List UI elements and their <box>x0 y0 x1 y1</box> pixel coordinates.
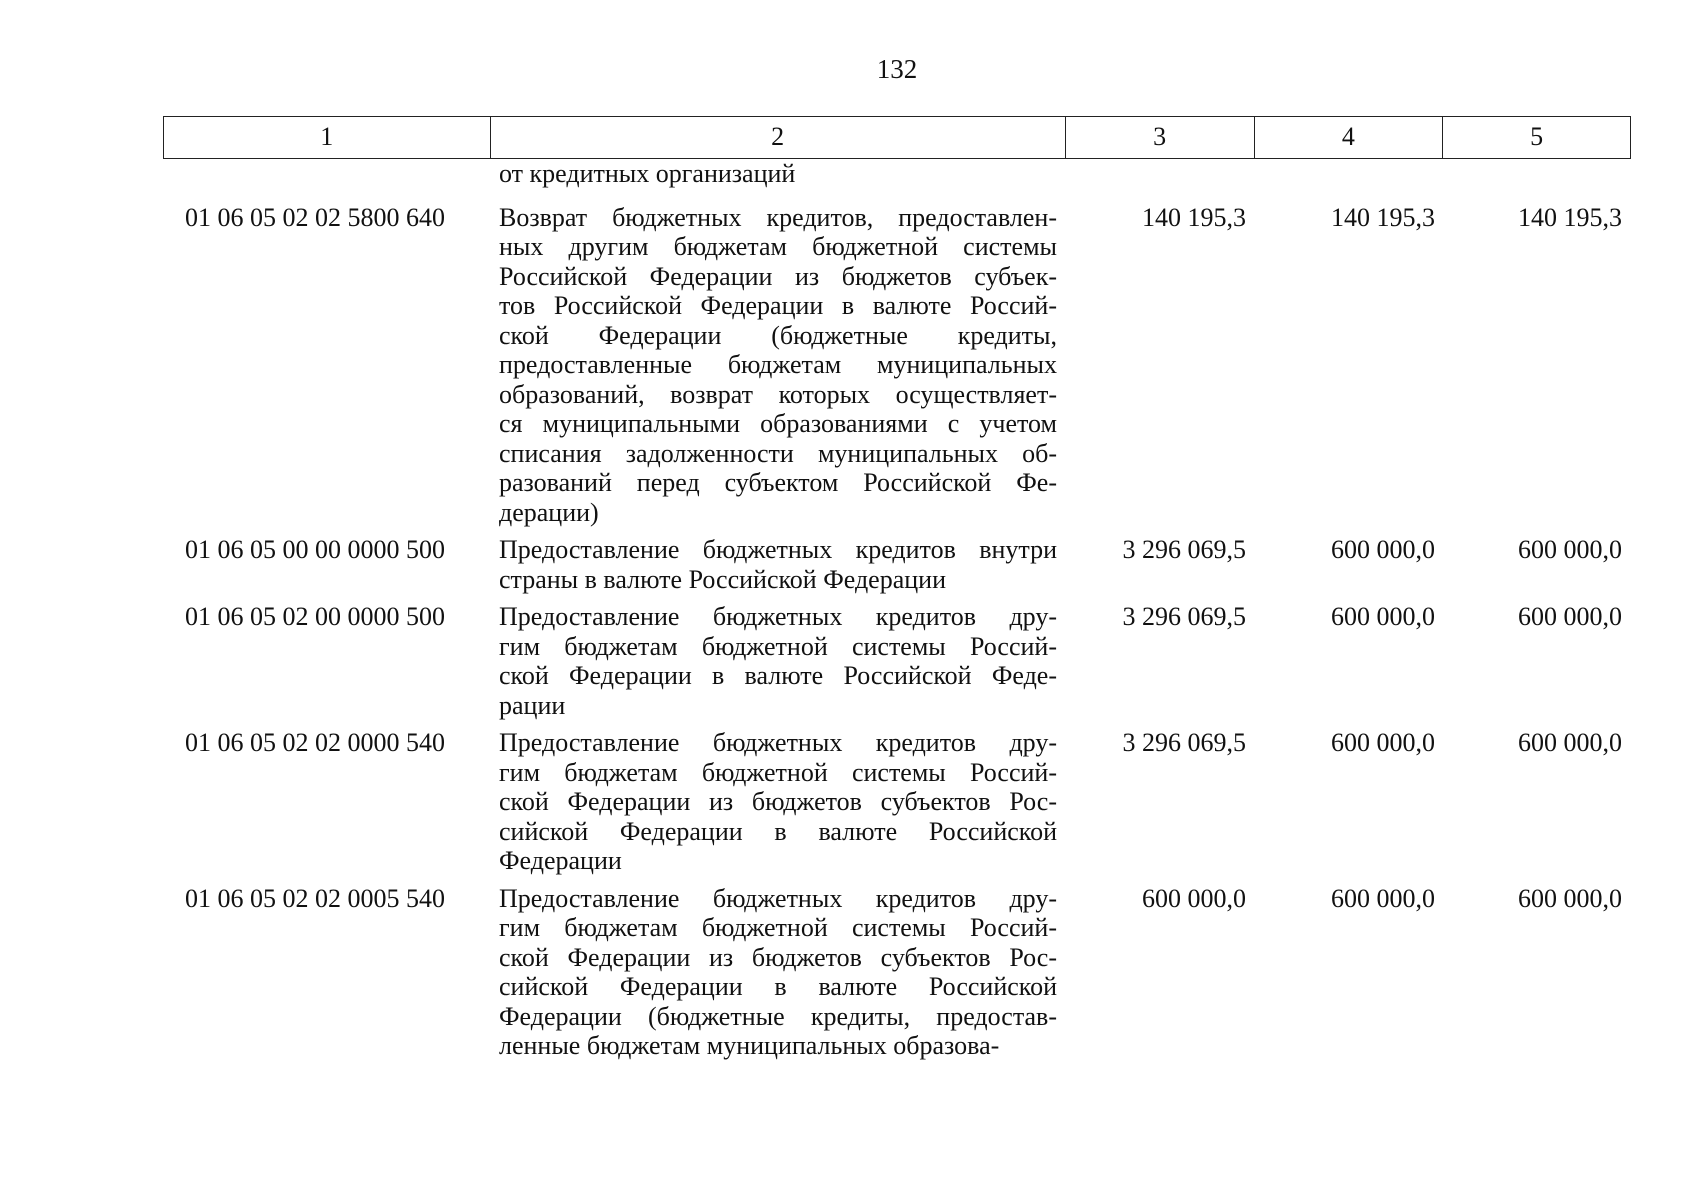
table-row <box>163 728 1631 876</box>
table-row-continuation <box>163 159 1631 189</box>
table-column-header <box>163 116 1631 159</box>
row-value-col4: 600 000,0 <box>1331 602 1435 631</box>
row-code <box>163 159 490 189</box>
column-header-5: 5 <box>1530 122 1544 151</box>
description-line: Федерации (бюджетные кредиты, предостав- <box>499 1001 1057 1031</box>
row-value-col4: 140 195,3 <box>1331 202 1435 232</box>
description-line: ных другим бюджетам бюджетной системы <box>499 232 1057 261</box>
row-value-col3: 3 296 069,5 <box>1122 728 1246 757</box>
row-value-col5: 600 000,0 <box>1518 728 1622 757</box>
row-value-col3: 140 195,3 <box>1142 202 1246 232</box>
description-line: рации <box>499 690 566 720</box>
row-code: 01 06 05 02 00 0000 500 <box>185 602 445 631</box>
description-line: дерации) <box>499 497 599 527</box>
row-value-col3: 600 000,0 <box>1142 883 1246 913</box>
column-header-4: 4 <box>1255 117 1444 158</box>
row-description <box>490 728 1066 876</box>
row-value-col3: 3 296 069,5 <box>1122 535 1246 564</box>
row-value-col4: 600 000,0 <box>1331 728 1435 757</box>
table-row <box>163 535 1631 594</box>
description-line: списания задолженности муниципальных об- <box>499 438 1057 468</box>
row-code: 01 06 05 02 02 0000 540 <box>185 728 445 757</box>
description-line: образований, возврат которых осуществляет- <box>499 379 1057 409</box>
description-line: ленные бюджетам муниципальных образова- <box>499 1031 1000 1060</box>
description-line: гим бюджетам бюджетной системы Россий- <box>499 757 1057 787</box>
row-value-col5: 600 000,0 <box>1518 535 1622 564</box>
table-row <box>163 602 1631 720</box>
row-value-col4: 600 000,0 <box>1331 883 1435 913</box>
table-body <box>163 159 1631 1069</box>
column-header-1: 1 <box>164 117 491 158</box>
row-description <box>490 535 1066 594</box>
row-value-col5: 600 000,0 <box>1518 883 1622 913</box>
description-line: Предоставление бюджетных кредитов дру- <box>499 728 1057 757</box>
description-line: Предоставление бюджетных кредитов внутри <box>499 535 1057 564</box>
table-row <box>163 203 1631 528</box>
row-value-col5: 600 000,0 <box>1518 602 1622 631</box>
column-header-3: 3 <box>1066 117 1255 158</box>
description-line: сийской Федерации в валюте Российской <box>499 816 1057 846</box>
row-value-col3: 3 296 069,5 <box>1122 602 1246 631</box>
description-line: предоставленные бюджетам муниципальных <box>499 350 1057 379</box>
description-line: ской Федерации в валюте Российской Феде- <box>499 661 1057 690</box>
description-line: Предоставление бюджетных кредитов дру- <box>499 602 1057 631</box>
description-line: ской Федерации (бюджетные кредиты, <box>499 320 1057 350</box>
description-line: разований перед субъектом Российской Фе- <box>499 468 1057 497</box>
description-line: ской Федерации из бюджетов субъектов Рос- <box>499 942 1057 972</box>
description-line: сийской Федерации в валюте Российской <box>499 972 1057 1001</box>
column-header-2: 2 <box>491 117 1066 158</box>
row-code: 01 06 05 02 02 5800 640 <box>185 202 445 232</box>
row-code: 01 06 05 02 02 0005 540 <box>185 883 445 913</box>
page-number: 132 <box>876 54 918 84</box>
description-line: ской Федерации из бюджетов субъектов Рос- <box>499 787 1057 816</box>
description-line: ся муниципальными образованиями с учетом <box>499 409 1057 438</box>
row-description <box>490 203 1066 528</box>
description-line: гим бюджетам бюджетной системы Россий- <box>499 631 1057 661</box>
description-line: тов Российской Федерации в валюте Россий- <box>499 291 1057 320</box>
row-description <box>490 884 1066 1061</box>
description-line: гим бюджетам бюджетной системы Россий- <box>499 913 1057 942</box>
row-description <box>490 159 1066 189</box>
description-line: Предоставление бюджетных кредитов дру- <box>499 883 1057 913</box>
description-line: Федерации <box>499 846 622 875</box>
description-line: Российской Федерации из бюджетов субъек- <box>499 261 1057 291</box>
table-row <box>163 884 1631 1061</box>
row-code: 01 06 05 00 00 0000 500 <box>185 535 445 564</box>
description-line: Возврат бюджетных кредитов, предоставлен- <box>499 202 1057 232</box>
description-line: страны в валюте Российской Федерации <box>499 564 947 594</box>
description-line: от кредитных организаций <box>499 159 796 188</box>
row-value-col4: 600 000,0 <box>1331 535 1435 564</box>
row-description <box>490 602 1066 720</box>
row-value-col5: 140 195,3 <box>1518 202 1622 232</box>
